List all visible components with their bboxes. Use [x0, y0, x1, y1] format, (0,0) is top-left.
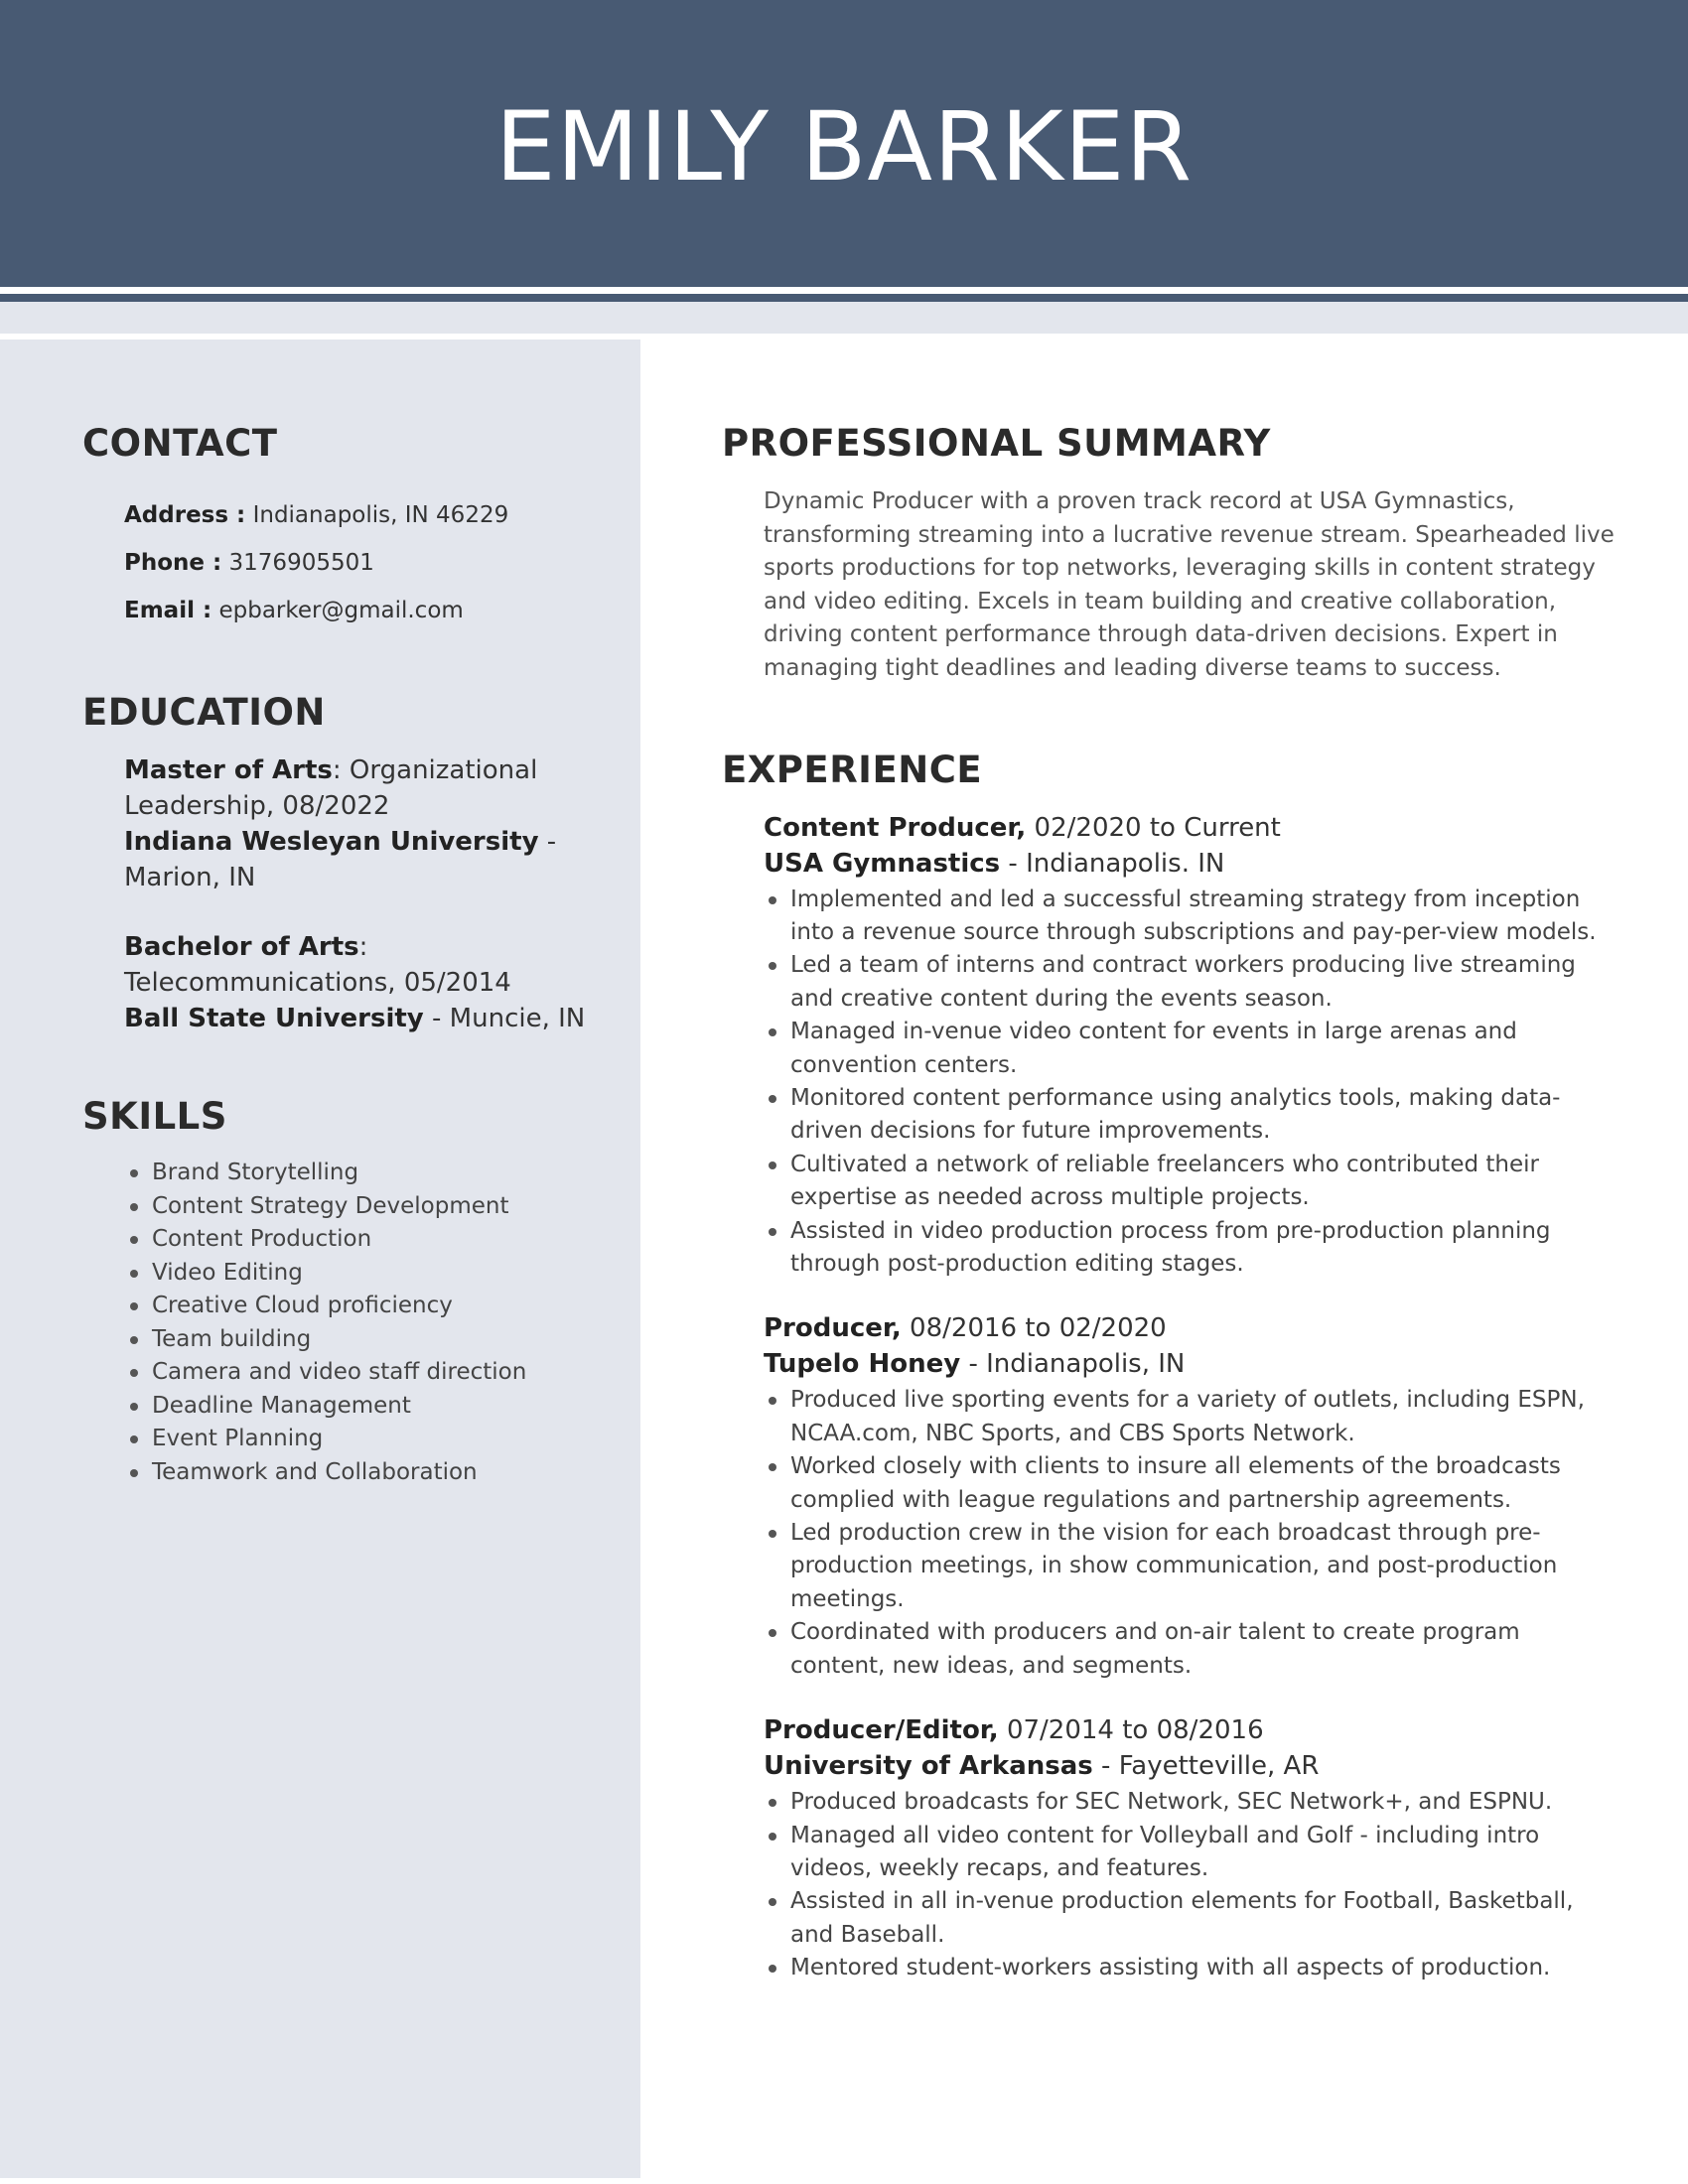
job-bullet: Monitored content performance using analytics tools, making data-driven decisions for future improvements.	[790, 1082, 1616, 1149]
school-name: Ball State University	[124, 1004, 424, 1033]
job-entry	[722, 810, 1616, 1282]
job-bullet: Assisted in all in-venue production elements for Football, Basketball, and Baseball.	[790, 1885, 1616, 1952]
summary-heading: PROFESSIONAL SUMMARY	[722, 422, 1271, 465]
skills-heading: SKILLS	[82, 1095, 227, 1138]
contact-phone	[124, 539, 599, 587]
education-entry	[82, 752, 599, 1036]
education-section	[82, 691, 599, 1036]
contact-address	[124, 491, 599, 539]
email-value: epbarker@gmail.com	[218, 598, 464, 623]
degree-name: Bachelor of Arts	[124, 932, 359, 962]
job-bullet: Cultivated a network of reliable freelancers who contributed their expertise as needed across multiple projects.	[790, 1149, 1616, 1215]
job-role: Producer/Editor,	[764, 1715, 999, 1746]
job-role: Producer,	[764, 1313, 902, 1344]
skills-list	[82, 1157, 599, 1489]
job-dates: 08/2016 to 02/2020	[901, 1313, 1167, 1344]
skill-item: Creative Cloud proficiency	[152, 1290, 599, 1323]
job-bullet: Worked closely with clients to insure all elements of the broadcasts complied with league regulations and partnership agreements.	[790, 1450, 1616, 1517]
skill-item: Team building	[152, 1323, 599, 1357]
summary-text: Dynamic Producer with a proven track record at USA Gymnastics, transforming streaming into a lucrative revenue stream. Spearheaded live sports productions for top networks, leveraging skills in content strategy and video editing. Excels in team building and creative collaboration, driving content performance through data-driven decisions. Expert in managing tight deadlines and leading diverse teams to success.	[764, 488, 1615, 681]
job-company: Tupelo Honey	[764, 1349, 961, 1380]
job-bullet: Coordinated with producers and on-air talent to create program content, new ideas, and segments.	[790, 1616, 1616, 1683]
skill-item: Camera and video staff direction	[152, 1356, 599, 1390]
skills-section	[82, 1095, 599, 1489]
skill-item: Deadline Management	[152, 1390, 599, 1424]
job-company: USA Gymnastics	[764, 848, 1001, 879]
phone-value: 3176905501	[228, 550, 374, 576]
education-degree-line	[124, 929, 599, 1001]
page-bottom-edge	[0, 2178, 1688, 2184]
school-name: Indiana Wesleyan University	[124, 827, 539, 857]
job-bullet: Implemented and led a successful streaming strategy from inception into a revenue source through subscriptions and pay-per-view models.	[790, 884, 1616, 950]
skill-item: Event Planning	[152, 1423, 599, 1456]
right-column	[722, 422, 1616, 1985]
job-bullet: Led production crew in the vision for each broadcast through pre-production meetings, in show communication, and post-production meetings.	[790, 1517, 1616, 1616]
job-title-line	[764, 1712, 1616, 1748]
job-bullets	[764, 884, 1616, 1282]
job-role: Content Producer,	[764, 812, 1027, 843]
job-company-line	[764, 1346, 1616, 1382]
job-location: - Fayetteville, AR	[1092, 1751, 1320, 1782]
skill-item: Content Production	[152, 1223, 599, 1257]
job-title-line	[764, 810, 1616, 846]
email-label: Email :	[124, 598, 212, 623]
job-bullet: Led a team of interns and contract workers producing live streaming and creative content during the events season.	[790, 949, 1616, 1016]
degree-field: : Organizational Leadership, 08/2022	[124, 755, 538, 821]
job-bullet: Produced live sporting events for a variety of outlets, including ESPN, NCAA.com, NBC Sports, and CBS Sports Network.	[790, 1384, 1616, 1450]
job-dates: 07/2014 to 08/2016	[998, 1715, 1264, 1746]
job-bullet: Managed all video content for Volleyball and Golf - including intro videos, weekly recaps, and features.	[790, 1820, 1616, 1886]
candidate-name: EMILY BARKER	[494, 91, 1194, 203]
contact-section	[82, 422, 599, 634]
job-bullet: Managed in-venue video content for events in large arenas and convention centers.	[790, 1016, 1616, 1082]
school-location: - Muncie, IN	[423, 1004, 586, 1033]
skill-item: Brand Storytelling	[152, 1157, 599, 1190]
experience-section	[722, 748, 1616, 1985]
job-entry	[722, 1712, 1616, 1984]
education-degree-line	[124, 752, 599, 824]
job-bullet: Assisted in video production process from pre-production planning through post-production editing stages.	[790, 1215, 1616, 1282]
job-location: - Indianapolis, IN	[960, 1349, 1186, 1380]
job-dates: 02/2020 to Current	[1026, 812, 1281, 843]
address-value: Indianapolis, IN 46229	[252, 502, 509, 528]
job-company: University of Arkansas	[764, 1751, 1093, 1782]
summary-section	[722, 422, 1616, 686]
phone-label: Phone :	[124, 550, 222, 576]
header-banner	[0, 0, 1688, 287]
job-entry	[722, 1310, 1616, 1683]
experience-heading: EXPERIENCE	[722, 748, 983, 791]
job-bullet: Produced broadcasts for SEC Network, SEC Network+, and ESPNU.	[790, 1786, 1616, 1819]
school-location: - Marion, IN	[124, 827, 557, 892]
job-company-line	[764, 846, 1616, 882]
contact-email	[124, 587, 599, 634]
education-heading: EDUCATION	[82, 691, 326, 734]
skill-item: Teamwork and Collaboration	[152, 1456, 599, 1490]
education-school-line	[124, 1001, 599, 1036]
job-location: - Indianapolis. IN	[1000, 848, 1225, 879]
education-school-line	[124, 824, 599, 895]
job-title-line	[764, 1310, 1616, 1346]
sidebar-top-line	[0, 334, 640, 340]
left-column	[82, 422, 599, 1489]
degree-name: Master of Arts	[124, 755, 333, 785]
job-bullet: Mentored student-workers assisting with all aspects of production.	[790, 1952, 1616, 1984]
header-divider-dark	[0, 294, 1688, 302]
skill-item: Video Editing	[152, 1257, 599, 1291]
job-company-line	[764, 1748, 1616, 1784]
degree-field: : Telecommunications, 05/2014	[124, 932, 511, 998]
address-label: Address :	[124, 502, 246, 528]
header-divider-white	[0, 287, 1688, 294]
contact-heading: CONTACT	[82, 422, 278, 465]
job-bullets	[764, 1786, 1616, 1984]
accent-band	[0, 302, 1688, 334]
job-bullets	[764, 1384, 1616, 1683]
contact-list	[82, 491, 599, 634]
skill-item: Content Strategy Development	[152, 1190, 599, 1224]
